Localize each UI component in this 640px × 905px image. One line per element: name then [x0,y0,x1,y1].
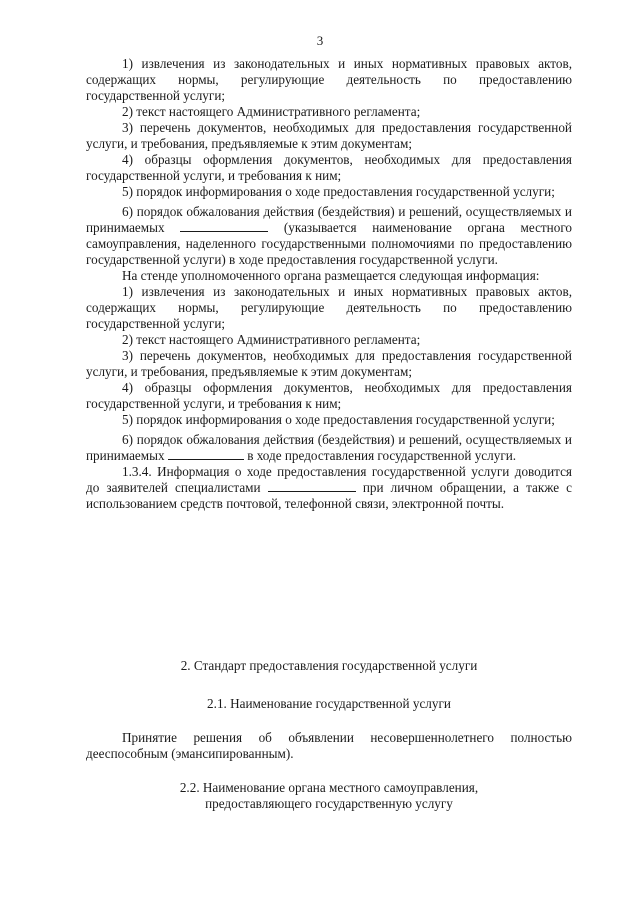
list-b-item-6-end: в ходе предоставления государственной услуги. [247,448,517,463]
list-a-item-1: 1) извлечения из законодательных и иных нормативных правовых актов, содержащих нормы, регулирующие деятельность по предоставлению государственной услуги; [86,56,572,103]
section-2-2-title-line-1: 2.2. Наименование органа местного самоуправления, [179,780,479,795]
paragraph-1-3-4-start: 1.3.4. Информация о ходе предоставления государственной услуги доводится до заявителей специалистами [86,464,572,495]
list-b-item-6 [86,432,572,464]
list-a-item-5: 5) порядок информирования о ходе предоставления государственной услуги; [122,184,555,199]
list-b-item-2: 2) текст настоящего Административного регламента; [122,332,421,347]
list-a-item-3: 3) перечень документов, необходимых для предоставления государственной услуги, и требования, предъявляемые к этим документам; [86,120,572,151]
list-b-item-4: 4) образцы оформления документов, необходимых для предоставления государственной услуги, и требования к ним; [86,380,572,411]
section-2-title: 2. Стандарт предоставления государственной услуги [180,658,478,673]
section-2-1-text: Принятие решения об объявлении несовершеннолетнего полностью дееспособным (эмансипированным). [86,730,572,761]
blank-field [180,221,268,232]
blank-field [268,481,356,492]
list-a-item-6-end: (указывается наименование органа местного самоуправления, наделенного государственными полномочиями по предоставлению государственной услуги) в ходе предоставления государственной услуги. [86,220,573,267]
list-b-item-5: 5) порядок информирования о ходе предоставления государственной услуги; [122,412,555,427]
list-a-item-2: 2) текст настоящего Административного регламента; [122,104,421,119]
section-2-1-body [86,730,572,762]
blank-field [168,449,244,460]
section-2-heading-block [86,658,572,674]
section-2-1-heading-block [86,696,572,712]
paragraph-1-3-4 [86,464,572,512]
page-number: 3 [316,33,324,48]
list-b-item-6-start: 6) порядок обжалования действия (бездействия) и решений, осуществляемых и принимаемых [86,432,572,463]
list-a-item-4: 4) образцы оформления документов, необходимых для предоставления государственной услуги, и требования к ним; [86,152,572,183]
document-body [86,56,572,512]
list-a-item-6-start: 6) порядок обжалования действия (бездействия) и решений, осуществляемых и принимаемых [86,204,572,235]
section-2-2-heading-block [86,780,572,812]
paragraph-1-3-4-end: при личном обращении, а также с использованием средств почтовой, телефонной связи, электронной почты. [86,480,573,511]
section-2-1-title: 2.1. Наименование государственной услуги [207,696,451,711]
list-a-item-6 [86,204,572,268]
list-b-item-1: 1) извлечения из законодательных и иных нормативных правовых актов, содержащих нормы, регулирующие деятельность по предоставлению государственной услуги; [86,284,572,331]
list-b-item-3: 3) перечень документов, необходимых для предоставления государственной услуги, и требования, предъявляемые к этим документам; [86,348,572,379]
section-2-2-title-line-2: предоставляющего государственную услугу [205,796,453,811]
stand-intro: На стенде уполномоченного органа размещается следующая информация: [122,268,540,283]
